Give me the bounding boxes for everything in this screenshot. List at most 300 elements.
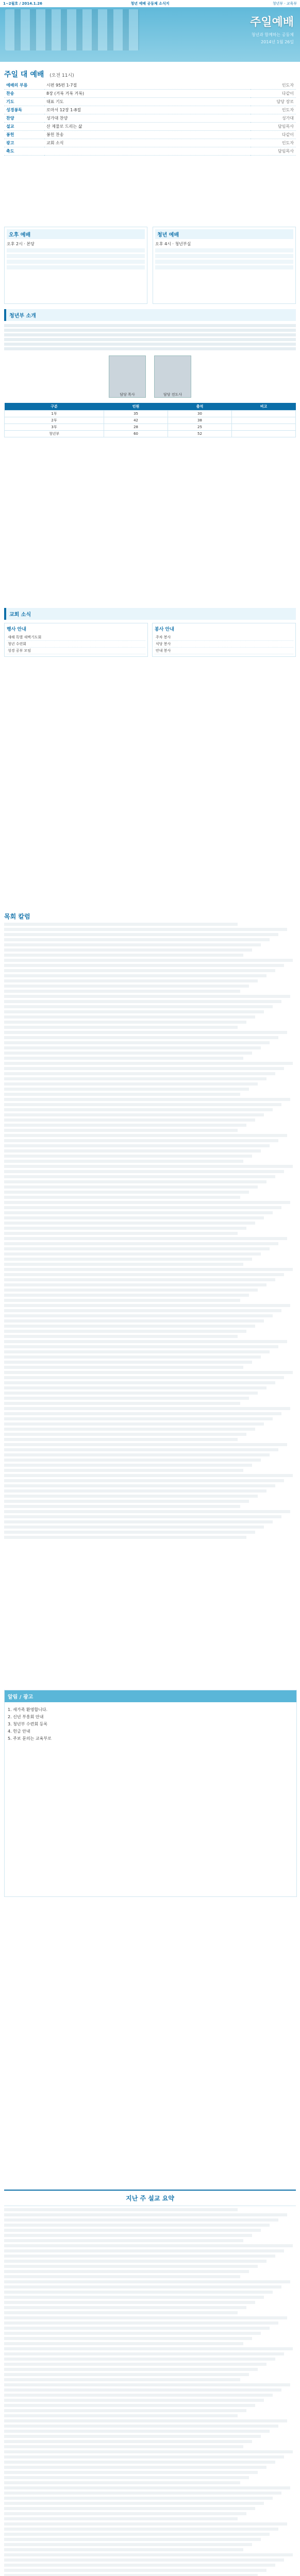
text-line — [4, 2291, 273, 2294]
text-line — [4, 1371, 293, 1374]
text-line — [4, 1180, 266, 1183]
text-line — [4, 2543, 252, 2546]
text-line — [4, 2358, 275, 2361]
text-line — [4, 1505, 240, 1508]
text-line — [4, 1304, 290, 1307]
news-grid — [4, 623, 296, 657]
text-line — [4, 1113, 264, 1116]
order-cell-r: 성가대 — [251, 114, 296, 123]
worship-order — [4, 67, 296, 222]
events-title: 행사 안내 — [7, 627, 26, 632]
order-cell-v: 대표 기도 — [44, 98, 251, 106]
table-cell: 35 — [104, 411, 168, 417]
text-line — [4, 2224, 270, 2227]
table-cell: 42 — [104, 417, 168, 424]
text-line — [4, 1124, 246, 1127]
text-line — [4, 2208, 238, 2211]
text-line — [4, 1108, 273, 1111]
order-cell-v: 산 제물로 드리는 삶 — [44, 123, 251, 131]
text-line — [4, 2574, 258, 2576]
text-line — [4, 933, 278, 936]
text-line — [4, 1459, 261, 1462]
sermon-body — [4, 2208, 296, 2576]
text-line — [4, 1211, 273, 1214]
text-line — [4, 2522, 287, 2526]
hero-date: 2014년 1월 26일 — [261, 40, 294, 44]
text-line — [4, 1438, 238, 1441]
text-line — [4, 1464, 252, 1467]
text-line — [4, 1273, 284, 1276]
order-row — [4, 123, 296, 131]
youth-service — [153, 227, 296, 304]
order-cell-v — [44, 147, 251, 156]
text-line — [4, 2569, 266, 2572]
notice-item: 2. 신년 부흥회 안내 — [8, 1715, 44, 1719]
order-cell-v: 시편 95편 1-7절 — [44, 81, 251, 90]
news-title: 교회 소식 — [4, 608, 296, 620]
order-cell-r: 인도자 — [251, 81, 296, 90]
order-cell-k: 예배의 부름 — [4, 81, 44, 90]
text-line — [4, 1041, 270, 1044]
sermon-title: 지난 주 설교 요약 — [4, 2190, 296, 2206]
order-cell-v: 성가대 찬양 — [44, 114, 251, 123]
text-line — [4, 1005, 273, 1008]
notice-body — [5, 1702, 296, 1746]
text-line — [4, 2378, 240, 2381]
text-line — [4, 2352, 284, 2355]
order-cell-v: 교회 소식 — [44, 139, 251, 147]
text-line — [4, 2450, 293, 2453]
text-line — [4, 964, 284, 967]
text-line — [4, 1366, 243, 1369]
text-line — [4, 1345, 278, 1348]
order-table — [4, 81, 296, 156]
order-row — [4, 147, 296, 156]
order-cell-v: 로마서 12장 1-8절 — [44, 106, 251, 114]
text-line — [4, 1263, 243, 1266]
text-line — [4, 1062, 293, 1065]
text-line — [4, 2229, 261, 2232]
youth-intro — [4, 309, 296, 577]
text-line — [4, 1139, 278, 1142]
text-line — [4, 1402, 240, 1405]
text-line — [4, 1350, 270, 1353]
text-line — [4, 2435, 261, 2438]
text-line — [4, 1134, 287, 1137]
text-line — [4, 1278, 275, 1281]
text-line — [4, 2430, 270, 2433]
text-line — [4, 2517, 238, 2520]
order-row — [4, 90, 296, 98]
table-cell: 2부 — [5, 417, 104, 424]
text-line — [4, 1479, 284, 1482]
church-news — [4, 608, 296, 896]
text-line — [4, 2502, 264, 2505]
text-line — [4, 1118, 255, 1122]
hero-image — [5, 9, 139, 50]
text-line — [4, 2342, 243, 2345]
table-cell — [231, 431, 295, 437]
text-line — [4, 2388, 281, 2392]
notice-item: 4. 헌금 안내 — [8, 1729, 30, 1734]
text-line — [4, 1196, 240, 1199]
text-line — [4, 1067, 284, 1070]
text-line — [4, 985, 249, 988]
text-line — [4, 2244, 293, 2247]
text-line — [4, 2419, 287, 2422]
text-line — [4, 2558, 284, 2562]
text-line — [4, 2301, 255, 2304]
text-line — [4, 1495, 258, 1498]
service-title: 봉사 안내 — [155, 627, 174, 632]
order-cell-r: 다같이 — [251, 90, 296, 98]
column-body — [4, 923, 296, 1539]
text-line — [4, 1046, 261, 1049]
text-line — [4, 1443, 287, 1446]
intro-title: 청년부 소개 — [4, 309, 296, 321]
table-cell: 30 — [168, 411, 232, 417]
table-header: 구분 — [5, 403, 104, 411]
sermon-summary — [4, 2190, 296, 2576]
service-boxes — [4, 227, 296, 304]
table-cell: 28 — [104, 424, 168, 431]
text-line — [4, 938, 270, 941]
text-line — [4, 1052, 252, 1055]
text-line — [4, 1484, 275, 1487]
text-line — [4, 1376, 284, 1379]
text-line — [4, 2306, 246, 2309]
text-line — [4, 1191, 249, 1194]
text-line — [4, 2466, 266, 2469]
order-cell-k: 축도 — [4, 147, 44, 156]
text-line — [4, 2528, 278, 2531]
table-cell — [231, 417, 295, 424]
list-item: 새해 특별 새벽기도회 — [7, 634, 145, 641]
service-col — [152, 623, 296, 657]
text-line — [4, 923, 238, 926]
text-line — [4, 1355, 261, 1359]
text-line — [4, 2311, 238, 2314]
photo-evangelist: 담당 전도사 — [154, 355, 191, 398]
text-line — [4, 2213, 287, 2216]
text-line — [4, 2280, 290, 2283]
text-line — [4, 1216, 264, 1219]
table-cell: 25 — [168, 424, 232, 431]
text-line — [4, 943, 261, 946]
order-row — [4, 98, 296, 106]
text-line — [4, 2394, 273, 2397]
text-line — [4, 2265, 258, 2268]
text-line — [4, 2564, 275, 2567]
text-line — [4, 2383, 290, 2386]
text-line — [4, 1294, 249, 1297]
text-line — [4, 1165, 293, 1168]
table-header: 인원 — [104, 403, 168, 411]
intro-text — [4, 324, 296, 350]
text-line — [4, 1397, 249, 1400]
order-row — [4, 81, 296, 90]
order-row — [4, 114, 296, 123]
order-heading-time: (오전 11시) — [49, 73, 74, 78]
events-list — [7, 634, 145, 654]
pastoral-column — [4, 907, 296, 2195]
order-cell-r: 다같이 — [251, 131, 296, 139]
order-cell-r: 담당 장로 — [251, 98, 296, 106]
text-line — [4, 1361, 252, 1364]
text-line — [4, 2321, 278, 2325]
table-header: 출석 — [168, 403, 232, 411]
text-line — [4, 2486, 290, 2489]
text-line — [4, 954, 243, 957]
afternoon-title: 오후 예배 — [7, 229, 145, 239]
text-line — [4, 1268, 293, 1271]
order-cell-k: 성경봉독 — [4, 106, 44, 114]
text-line — [4, 1531, 255, 1534]
header-issue: 1~2월호 / 2014.1.26 — [3, 2, 42, 6]
text-line — [4, 2471, 258, 2474]
table-cell: 청년부 — [5, 431, 104, 437]
text-line — [4, 1407, 290, 1410]
text-line — [4, 1325, 255, 1328]
text-line — [4, 2316, 287, 2319]
text-line — [4, 1237, 287, 1240]
text-line — [4, 2461, 275, 2464]
text-line — [4, 2373, 249, 2376]
text-line — [4, 1247, 270, 1250]
text-line — [4, 1526, 264, 1529]
notice-box — [4, 1690, 297, 1897]
text-line — [4, 2260, 266, 2263]
text-line — [4, 1412, 281, 1415]
order-cell-k: 광고 — [4, 139, 44, 147]
text-line — [4, 2337, 252, 2340]
text-line — [4, 1319, 264, 1323]
text-line — [4, 2285, 281, 2289]
text-line — [4, 979, 258, 982]
text-line — [4, 1093, 240, 1096]
text-line — [4, 2234, 252, 2237]
afternoon-service — [4, 227, 147, 304]
order-row — [4, 131, 296, 139]
text-line — [4, 2455, 284, 2459]
text-line — [4, 1417, 273, 1420]
order-cell-v: 봉헌 찬송 — [44, 131, 251, 139]
order-cell-k: 봉헌 — [4, 131, 44, 139]
notice-item: 3. 청년부 수련회 등록 — [8, 1722, 48, 1726]
text-line — [4, 1289, 258, 1292]
order-cell-r: 담임목사 — [251, 147, 296, 156]
text-line — [4, 2548, 243, 2551]
text-line — [4, 1392, 258, 1395]
list-item: 주차 봉사 — [155, 634, 293, 641]
text-line — [4, 2445, 243, 2448]
order-heading — [4, 69, 296, 79]
text-line — [4, 2512, 246, 2515]
afternoon-sub: 오후 2시 · 본당 — [7, 242, 35, 246]
text-line — [4, 2296, 264, 2299]
text-line — [4, 1015, 255, 1019]
text-line — [4, 2507, 255, 2510]
text-line — [4, 1149, 261, 1153]
text-line — [4, 1057, 243, 1060]
text-line — [4, 2425, 278, 2428]
order-cell-r: 인도자 — [251, 106, 296, 114]
text-line — [4, 2363, 266, 2366]
text-line — [4, 1170, 284, 1173]
text-line — [4, 1021, 246, 1024]
text-line — [4, 1515, 281, 1518]
text-line — [4, 1155, 252, 1158]
list-item: 식당 봉사 — [155, 641, 293, 648]
text-line — [4, 2553, 293, 2556]
text-line — [4, 1103, 281, 1106]
text-line — [4, 1242, 278, 1245]
text-line — [4, 1222, 255, 1225]
text-line — [4, 2492, 281, 2495]
text-line — [4, 1036, 278, 1039]
text-line — [4, 2409, 246, 2412]
table-cell — [231, 424, 295, 431]
text-line — [4, 1309, 281, 1312]
text-line — [4, 974, 266, 977]
table-cell: 3부 — [5, 424, 104, 431]
order-cell-k: 설교 — [4, 123, 44, 131]
table-cell: 1부 — [5, 411, 104, 417]
list-item: 안내 봉사 — [155, 648, 293, 654]
text-line — [4, 2538, 261, 2541]
text-line — [4, 1206, 281, 1209]
text-line — [4, 1077, 266, 1080]
text-line — [4, 1232, 238, 1235]
text-line — [4, 1381, 275, 1384]
youth-title: 청년 예배 — [155, 229, 293, 239]
hero-title: 주일예배 — [249, 16, 294, 29]
events-col — [4, 623, 148, 657]
order-row — [4, 139, 296, 147]
text-line — [4, 2270, 249, 2273]
text-line — [4, 1175, 275, 1178]
service-list — [155, 634, 293, 654]
text-line — [4, 2275, 240, 2278]
text-line — [4, 1299, 240, 1302]
table-cell: 38 — [168, 417, 232, 424]
order-cell-r: 인도자 — [251, 139, 296, 147]
text-line — [4, 990, 240, 993]
text-line — [4, 928, 287, 931]
text-line — [4, 1098, 290, 1101]
text-line — [4, 1489, 266, 1493]
order-row — [4, 106, 296, 114]
text-line — [4, 2440, 252, 2443]
text-line — [4, 1330, 246, 1333]
table-cell: 52 — [168, 431, 232, 437]
text-line — [4, 2414, 238, 2417]
hero-subtitle: 청년과 함께하는 공동체 — [251, 32, 294, 37]
photo-pastor: 담당 목사 — [109, 355, 146, 398]
text-line — [4, 2404, 255, 2407]
text-line — [4, 1335, 238, 1338]
order-cell-k: 찬양 — [4, 114, 44, 123]
table-cell: 60 — [104, 431, 168, 437]
text-line — [4, 1129, 238, 1132]
text-line — [4, 1536, 246, 1539]
text-line — [4, 2368, 258, 2371]
text-line — [4, 1386, 266, 1389]
text-line — [4, 969, 275, 972]
text-line — [4, 1428, 255, 1431]
text-line — [4, 2249, 284, 2252]
text-line — [4, 1201, 290, 1204]
header-top-bar — [0, 0, 300, 7]
text-line — [4, 1160, 243, 1163]
text-line — [4, 2332, 261, 2335]
table-row — [5, 431, 296, 437]
attendance-table — [4, 403, 296, 437]
text-line — [4, 2497, 273, 2500]
text-line — [4, 1082, 258, 1086]
text-line — [4, 959, 293, 962]
table-cell — [231, 411, 295, 417]
column-title: 목회 칼럼 — [4, 913, 30, 920]
youth-sub: 오후 4시 · 청년부실 — [155, 242, 191, 246]
text-line — [4, 1314, 273, 1317]
text-line — [4, 1520, 273, 1523]
text-line — [4, 1453, 270, 1456]
text-line — [4, 2399, 264, 2402]
notice-title: 알림 / 광고 — [5, 1690, 296, 1702]
table-row — [5, 411, 296, 417]
text-line — [4, 1252, 261, 1256]
order-heading-text: 주일 대 예배 — [4, 71, 44, 79]
text-line — [4, 2347, 293, 2350]
text-line — [4, 1422, 264, 1426]
list-item: 성경 공부 모임 — [7, 648, 145, 654]
text-line — [4, 1474, 293, 1477]
order-cell-k: 기도 — [4, 98, 44, 106]
text-line — [4, 1010, 264, 1013]
header-dept: 청년부 · 교육부 — [272, 2, 297, 6]
notice-item: 5. 주보 문의는 교육부로 — [8, 1736, 52, 1741]
text-line — [4, 1088, 249, 1091]
text-line — [4, 1000, 281, 1003]
order-cell-r: 담임목사 — [251, 123, 296, 131]
text-line — [4, 1258, 252, 1261]
text-line — [4, 2327, 270, 2330]
table-header: 비고 — [231, 403, 295, 411]
text-line — [4, 995, 290, 998]
text-line — [4, 2218, 278, 2222]
header-masthead: 청년 예배 공동체 소식지 — [130, 2, 170, 6]
text-line — [4, 2476, 249, 2479]
text-line — [4, 1185, 258, 1189]
text-line — [4, 1072, 275, 1075]
text-line — [4, 1340, 287, 1343]
text-line — [4, 1448, 278, 1451]
text-line — [4, 1227, 246, 1230]
text-line — [4, 1283, 266, 1286]
text-line — [4, 1500, 249, 1503]
text-line — [4, 1144, 270, 1147]
text-line — [4, 2255, 275, 2258]
header — [0, 0, 300, 62]
text-line — [4, 2481, 240, 2484]
text-line — [4, 2533, 270, 2536]
list-item: 청년 수련회 — [7, 641, 145, 648]
table-row — [5, 417, 296, 424]
text-line — [4, 2239, 243, 2242]
text-line — [4, 1026, 238, 1029]
text-line — [4, 1469, 243, 1472]
